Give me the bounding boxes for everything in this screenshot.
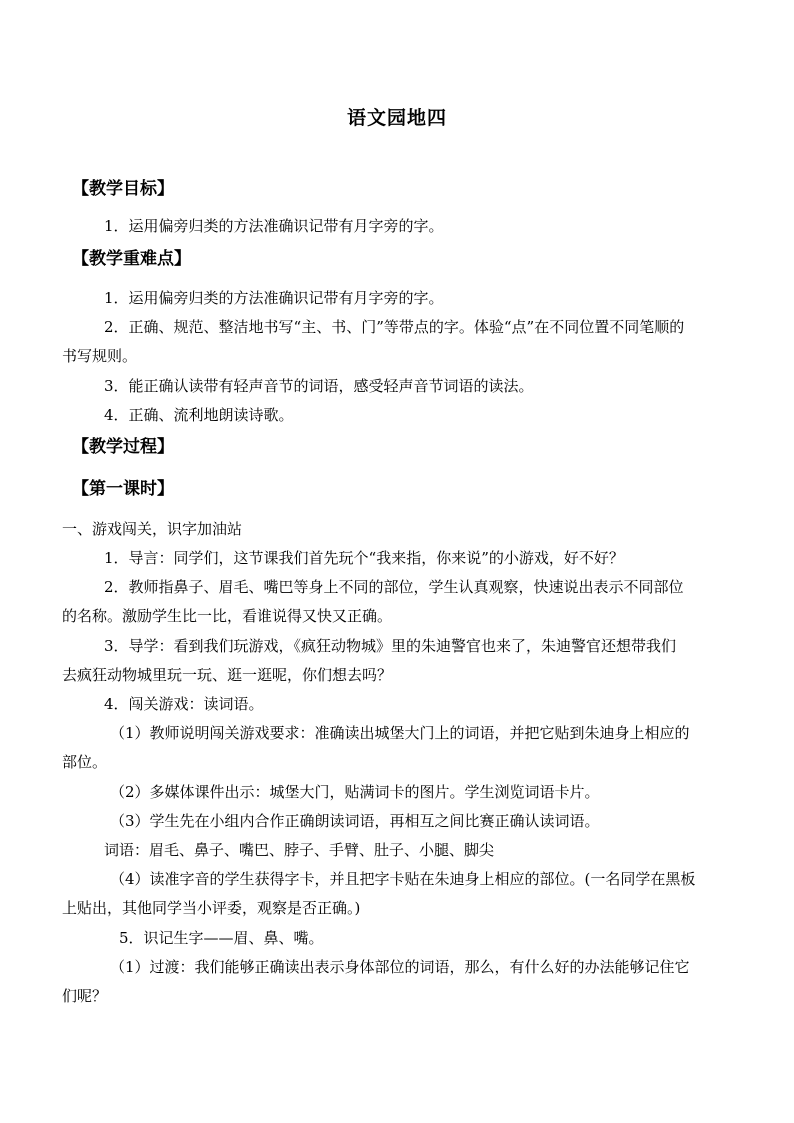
section-heading: 【第一课时】: [72, 479, 174, 499]
paragraph-line: 1．运用偏旁归类的方法准确识记带有月字旁的字。: [104, 217, 444, 235]
paragraph-line: 3．导学：看到我们玩游戏，《疯狂动物城》里的朱迪警官也来了，朱迪警官还想带我们: [104, 637, 677, 655]
paragraph-line: 词语：眉毛、鼻子、嘴巴、脖子、手臂、肚子、小腿、脚尖: [104, 841, 495, 859]
paragraph-line: （1）过渡：我们能够正确读出表示身体部位的词语，那么，有什么好的办法能够记住它: [110, 958, 690, 976]
paragraph-line: （2）多媒体课件出示：城堡大门，贴满词卡的图片。学生浏览词语卡片。: [110, 783, 600, 801]
section-heading: 【教学过程】: [72, 437, 174, 457]
paragraph-line: 1．运用偏旁归类的方法准确识记带有月字旁的字。: [104, 289, 444, 307]
paragraph-line: 上贴出，其他同学当小评委，观察是否正确。): [62, 899, 361, 917]
paragraph-line: （3）学生先在小组内合作正确朗读词语，再相互之间比赛正确认读词语。: [110, 812, 600, 830]
page-title: 语文园地四: [346, 107, 447, 129]
paragraph-line: （4）读准字音的学生获得字卡，并且把字卡贴在朱迪身上相应的部位。(一名同学在黑板: [110, 870, 696, 888]
paragraph-line: 1．导言：同学们，这节课我们首先玩个“我来指，你来说”的小游戏，好不好？: [104, 549, 624, 567]
paragraph-line: 的名称。激励学生比一比，看谁说得又快又正确。: [62, 607, 393, 625]
paragraph-line: 4．闯关游戏：读词语。: [104, 695, 264, 713]
paragraph-line: 们呢？: [62, 987, 108, 1005]
paragraph-line: 2．正确、规范、整洁地书写“主、书、门”等带点的字。体验“点”在不同位置不同笔顺的: [104, 318, 685, 336]
paragraph-line: 书写规则。: [62, 347, 138, 365]
section-heading: 【教学重难点】: [72, 249, 191, 269]
paragraph-line: 3．能正确认读带有轻声音节的词语，感受轻声音节词语的读法。: [104, 377, 534, 395]
paragraph-line: 部位。: [62, 753, 108, 771]
paragraph-line: 去疯狂动物城里玩一玩、逛一逛呢，你们想去吗？: [62, 666, 393, 684]
paragraph-line: （1）教师说明闯关游戏要求：准确读出城堡大门上的词语，并把它贴到朱迪身上相应的: [110, 724, 690, 742]
paragraph-line: 4．正确、流利地朗读诗歌。: [104, 406, 294, 424]
paragraph-line: 5．识记生字——眉、鼻、嘴。: [119, 929, 324, 947]
paragraph-line: 2．教师指鼻子、眉毛、嘴巴等身上不同的部位，学生认真观察，快速说出表示不同部位: [104, 578, 684, 596]
section-heading: 【教学目标】: [72, 179, 174, 199]
paragraph-line: 一、游戏闯关，识字加油站: [62, 520, 243, 538]
